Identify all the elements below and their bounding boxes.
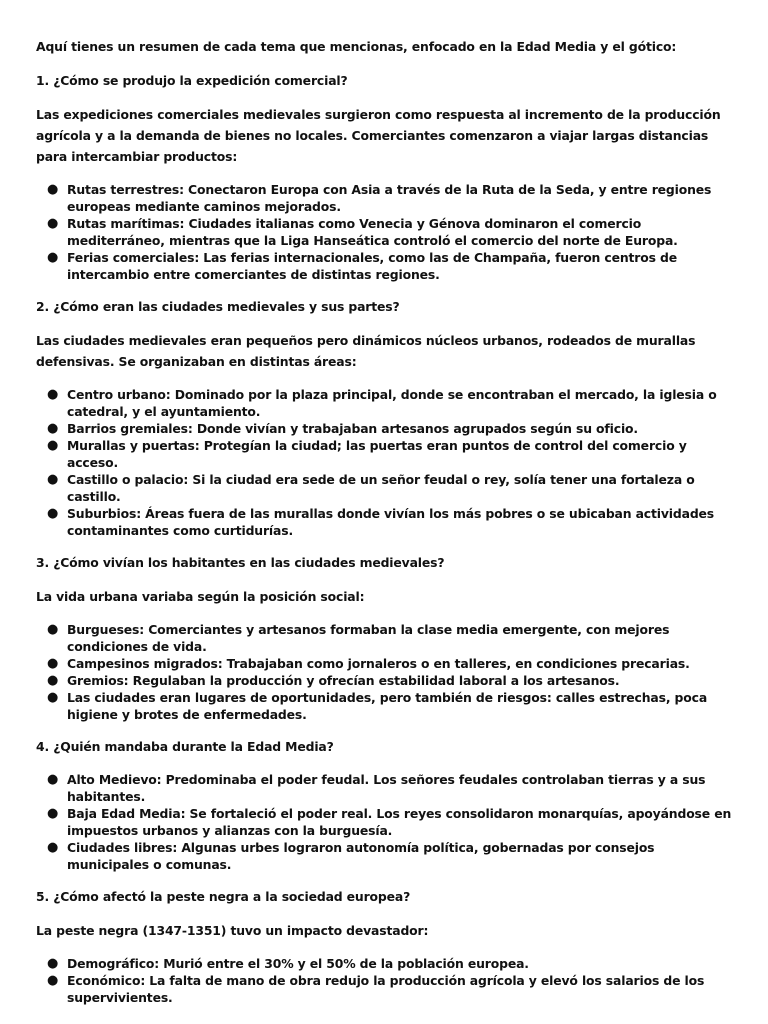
bullet-icon: ●	[47, 472, 59, 487]
document-page	[36, 36, 736, 1006]
list-item: ● Baja Edad Media: Se fortaleció el poder real. Los reyes consolidaron monarquías, apoyándose en impuestos urbanos y alianzas con la burguesía.	[47, 806, 732, 838]
bullet-icon: ●	[47, 421, 59, 436]
section-3-paragraph: La vida urbana variaba según la posición social:	[36, 589, 365, 604]
bullet-icon: ●	[47, 840, 59, 855]
list-item: ● Suburbios: Áreas fuera de las murallas donde vivían los más pobres o se ubicaban actividades contaminantes como curtidurías.	[47, 506, 715, 538]
bullet-icon: ●	[47, 438, 59, 453]
bullet-icon: ●	[47, 216, 59, 231]
bullet-icon: ●	[47, 956, 59, 971]
bullet-icon: ●	[47, 690, 59, 705]
section-1-list	[36, 181, 736, 283]
bullet-icon: ●	[47, 250, 59, 265]
list-item: ● Alto Medievo: Predominaba el poder feudal. Los señores feudales controlaban tierras y a sus habitantes.	[47, 772, 706, 804]
section-1-paragraph: Las expediciones comerciales medievales surgieron como respuesta al incremento de la producción agrícola y a la demanda de bienes no locales. Comerciantes comenzaron a viajar largas distancias para intercambiar productos:	[36, 107, 721, 164]
bullet-icon: ●	[47, 673, 59, 688]
list-item: ● Las ciudades eran lugares de oportunidades, pero también de riesgos: calles estrechas, poca higiene y brotes de enfermedades.	[47, 690, 708, 722]
list-item: ● Gremios: Regulaban la producción y ofrecían estabilidad laboral a los artesanos.	[47, 673, 620, 688]
list-item: ● Murallas y puertas: Protegían la ciudad; las puertas eran puntos de control del comercio y acceso.	[47, 438, 687, 470]
bullet-icon: ●	[47, 506, 59, 521]
list-item: ● Económico: La falta de mano de obra redujo la producción agrícola y elevó los salarios de los supervivientes.	[47, 973, 705, 1005]
section-4-list	[36, 771, 736, 873]
list-item: ● Barrios gremiales: Donde vivían y trabajaban artesanos agrupados según su oficio.	[47, 421, 638, 436]
intro-text: Aquí tienes un resumen de cada tema que mencionas, enfocado en la Edad Media y el gótico:	[36, 39, 677, 54]
section-2-paragraph: Las ciudades medievales eran pequeños pero dinámicos núcleos urbanos, rodeados de murallas defensivas. Se organizaban en distintas áreas:	[36, 333, 696, 369]
section-2-heading: 2. ¿Cómo eran las ciudades medievales y sus partes?	[36, 299, 400, 314]
bullet-icon: ●	[47, 656, 59, 671]
list-item: ● Campesinos migrados: Trabajaban como jornaleros o en talleres, en condiciones precarias.	[47, 656, 690, 671]
section-3-list	[36, 621, 736, 723]
bullet-icon: ●	[47, 387, 59, 402]
list-item: ● Ciudades libres: Algunas urbes lograron autonomía política, gobernadas por consejos municipales o comunas.	[47, 840, 655, 872]
section-3-heading: 3. ¿Cómo vivían los habitantes en las ciudades medievales?	[36, 555, 445, 570]
bullet-icon: ●	[47, 182, 59, 197]
section-5-heading: 5. ¿Cómo afectó la peste negra a la sociedad europea?	[36, 889, 411, 904]
section-1-heading: 1. ¿Cómo se produjo la expedición comercial?	[36, 73, 348, 88]
list-item: ● Rutas terrestres: Conectaron Europa con Asia a través de la Ruta de la Seda, y entre regiones europeas mediante caminos mejorados.	[47, 182, 712, 214]
section-5-paragraph: La peste negra (1347-1351) tuvo un impacto devastador:	[36, 923, 429, 938]
bullet-icon: ●	[47, 973, 59, 988]
list-item: ● Rutas marítimas: Ciudades italianas como Venecia y Génova dominaron el comercio mediterráneo, mientras que la Liga Hanseática controló el comercio del norte de Europa.	[47, 216, 678, 248]
bullet-icon: ●	[47, 772, 59, 787]
list-item: ● Centro urbano: Dominado por la plaza principal, donde se encontraban el mercado, la iglesia o catedral, y el ayuntamiento.	[47, 387, 717, 419]
section-4-heading: 4. ¿Quién mandaba durante la Edad Media?	[36, 739, 334, 754]
section-5-list	[36, 955, 736, 1006]
list-item: ● Ferias comerciales: Las ferias internacionales, como las de Champaña, fueron centros de intercambio entre comerciantes de distintas regiones.	[47, 250, 677, 282]
section-2-list	[36, 386, 736, 539]
bullet-icon: ●	[47, 806, 59, 821]
list-item: ● Castillo o palacio: Si la ciudad era sede de un señor feudal o rey, solía tener una fortaleza o castillo.	[47, 472, 695, 504]
list-item: ● Burgueses: Comerciantes y artesanos formaban la clase media emergente, con mejores condiciones de vida.	[47, 622, 670, 654]
bullet-icon: ●	[47, 622, 59, 637]
list-item: ● Demográfico: Murió entre el 30% y el 50% de la población europea.	[47, 956, 529, 971]
